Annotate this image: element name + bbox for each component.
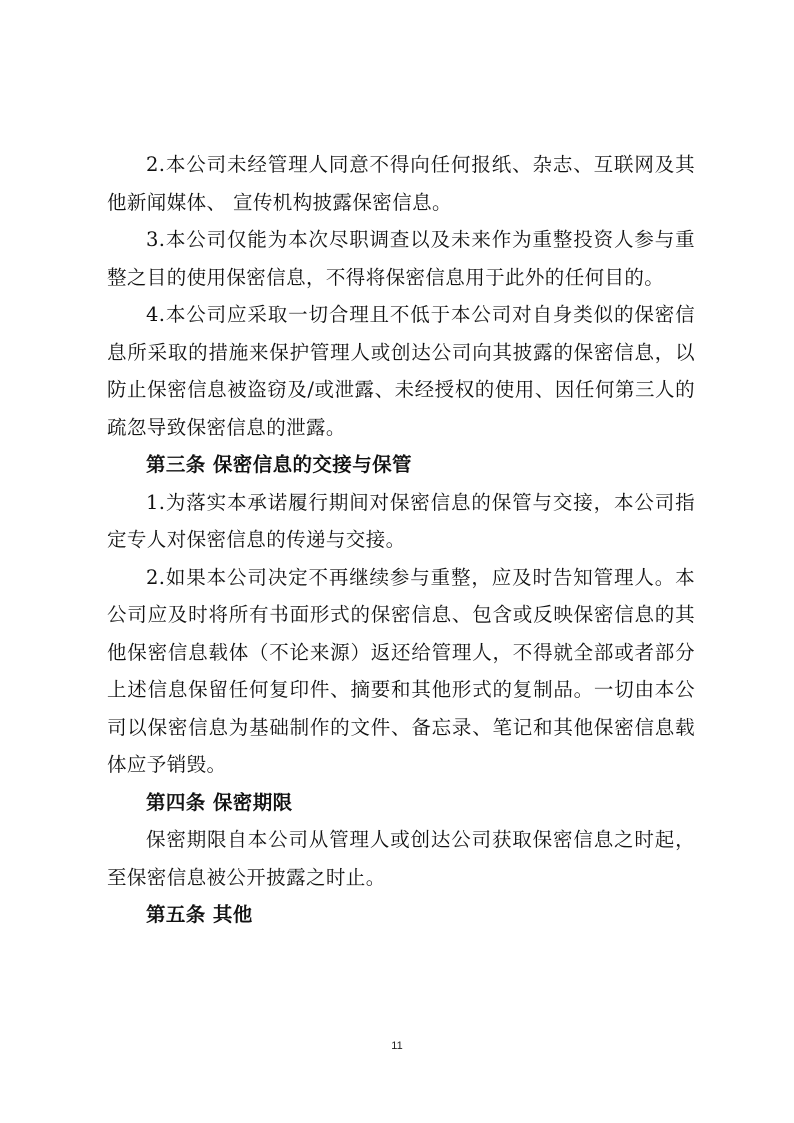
article-3-clause-2-paragraph: 2.如果本公司决定不再继续参与重整，应及时告知管理人。本公司应及时将所有书面形式的保密信息、包含或反映保密信息的其他保密信息载体（不论来源）返还给管理人，不得就全部或者部分上述信息保留任何复印件、摘要和其他形式的复制品。一切由本公司以保密信息为基础制作的文件、备忘录、笔记和其他保密信息载体应予销毁。 bbox=[107, 565, 695, 776]
clause-2-paragraph: 2.本公司未经管理人同意不得向任何报纸、杂志、互联网及其他新闻媒体、 宣传机构披露保密信息。 bbox=[107, 153, 695, 214]
article-5-heading: 第五条 其他 bbox=[146, 903, 253, 926]
article-4-paragraph: 保密期限自本公司从管理人或创达公司获取保密信息之时起，至保密信息被公开披露之时止。 bbox=[107, 828, 695, 889]
article-4-heading: 第四条 保密期限 bbox=[146, 790, 293, 814]
article-3-clause-1-paragraph: 1.为落实本承诺履行期间对保密信息的保管与交接，本公司指定专人对保密信息的传递与交接。 bbox=[107, 490, 695, 551]
page-number: 11 bbox=[391, 1040, 403, 1052]
document-body bbox=[107, 146, 695, 934]
clause-4-paragraph: 4.本公司应采取一切合理且不低于本公司对自身类似的保密信息所采取的措施来保护管理人或创达公司向其披露的保密信息，以防止保密信息被盗窃及/或泄露、未经授权的使用、因任何第三人的疏忽导致保密信息的泄露。 bbox=[107, 303, 695, 439]
clause-3-paragraph: 3.本公司仅能为本次尽职调查以及未来作为重整投资人参与重整之目的使用保密信息，不得将保密信息用于此外的任何目的。 bbox=[107, 228, 695, 289]
article-3-heading: 第三条 保密信息的交接与保管 bbox=[146, 453, 412, 476]
